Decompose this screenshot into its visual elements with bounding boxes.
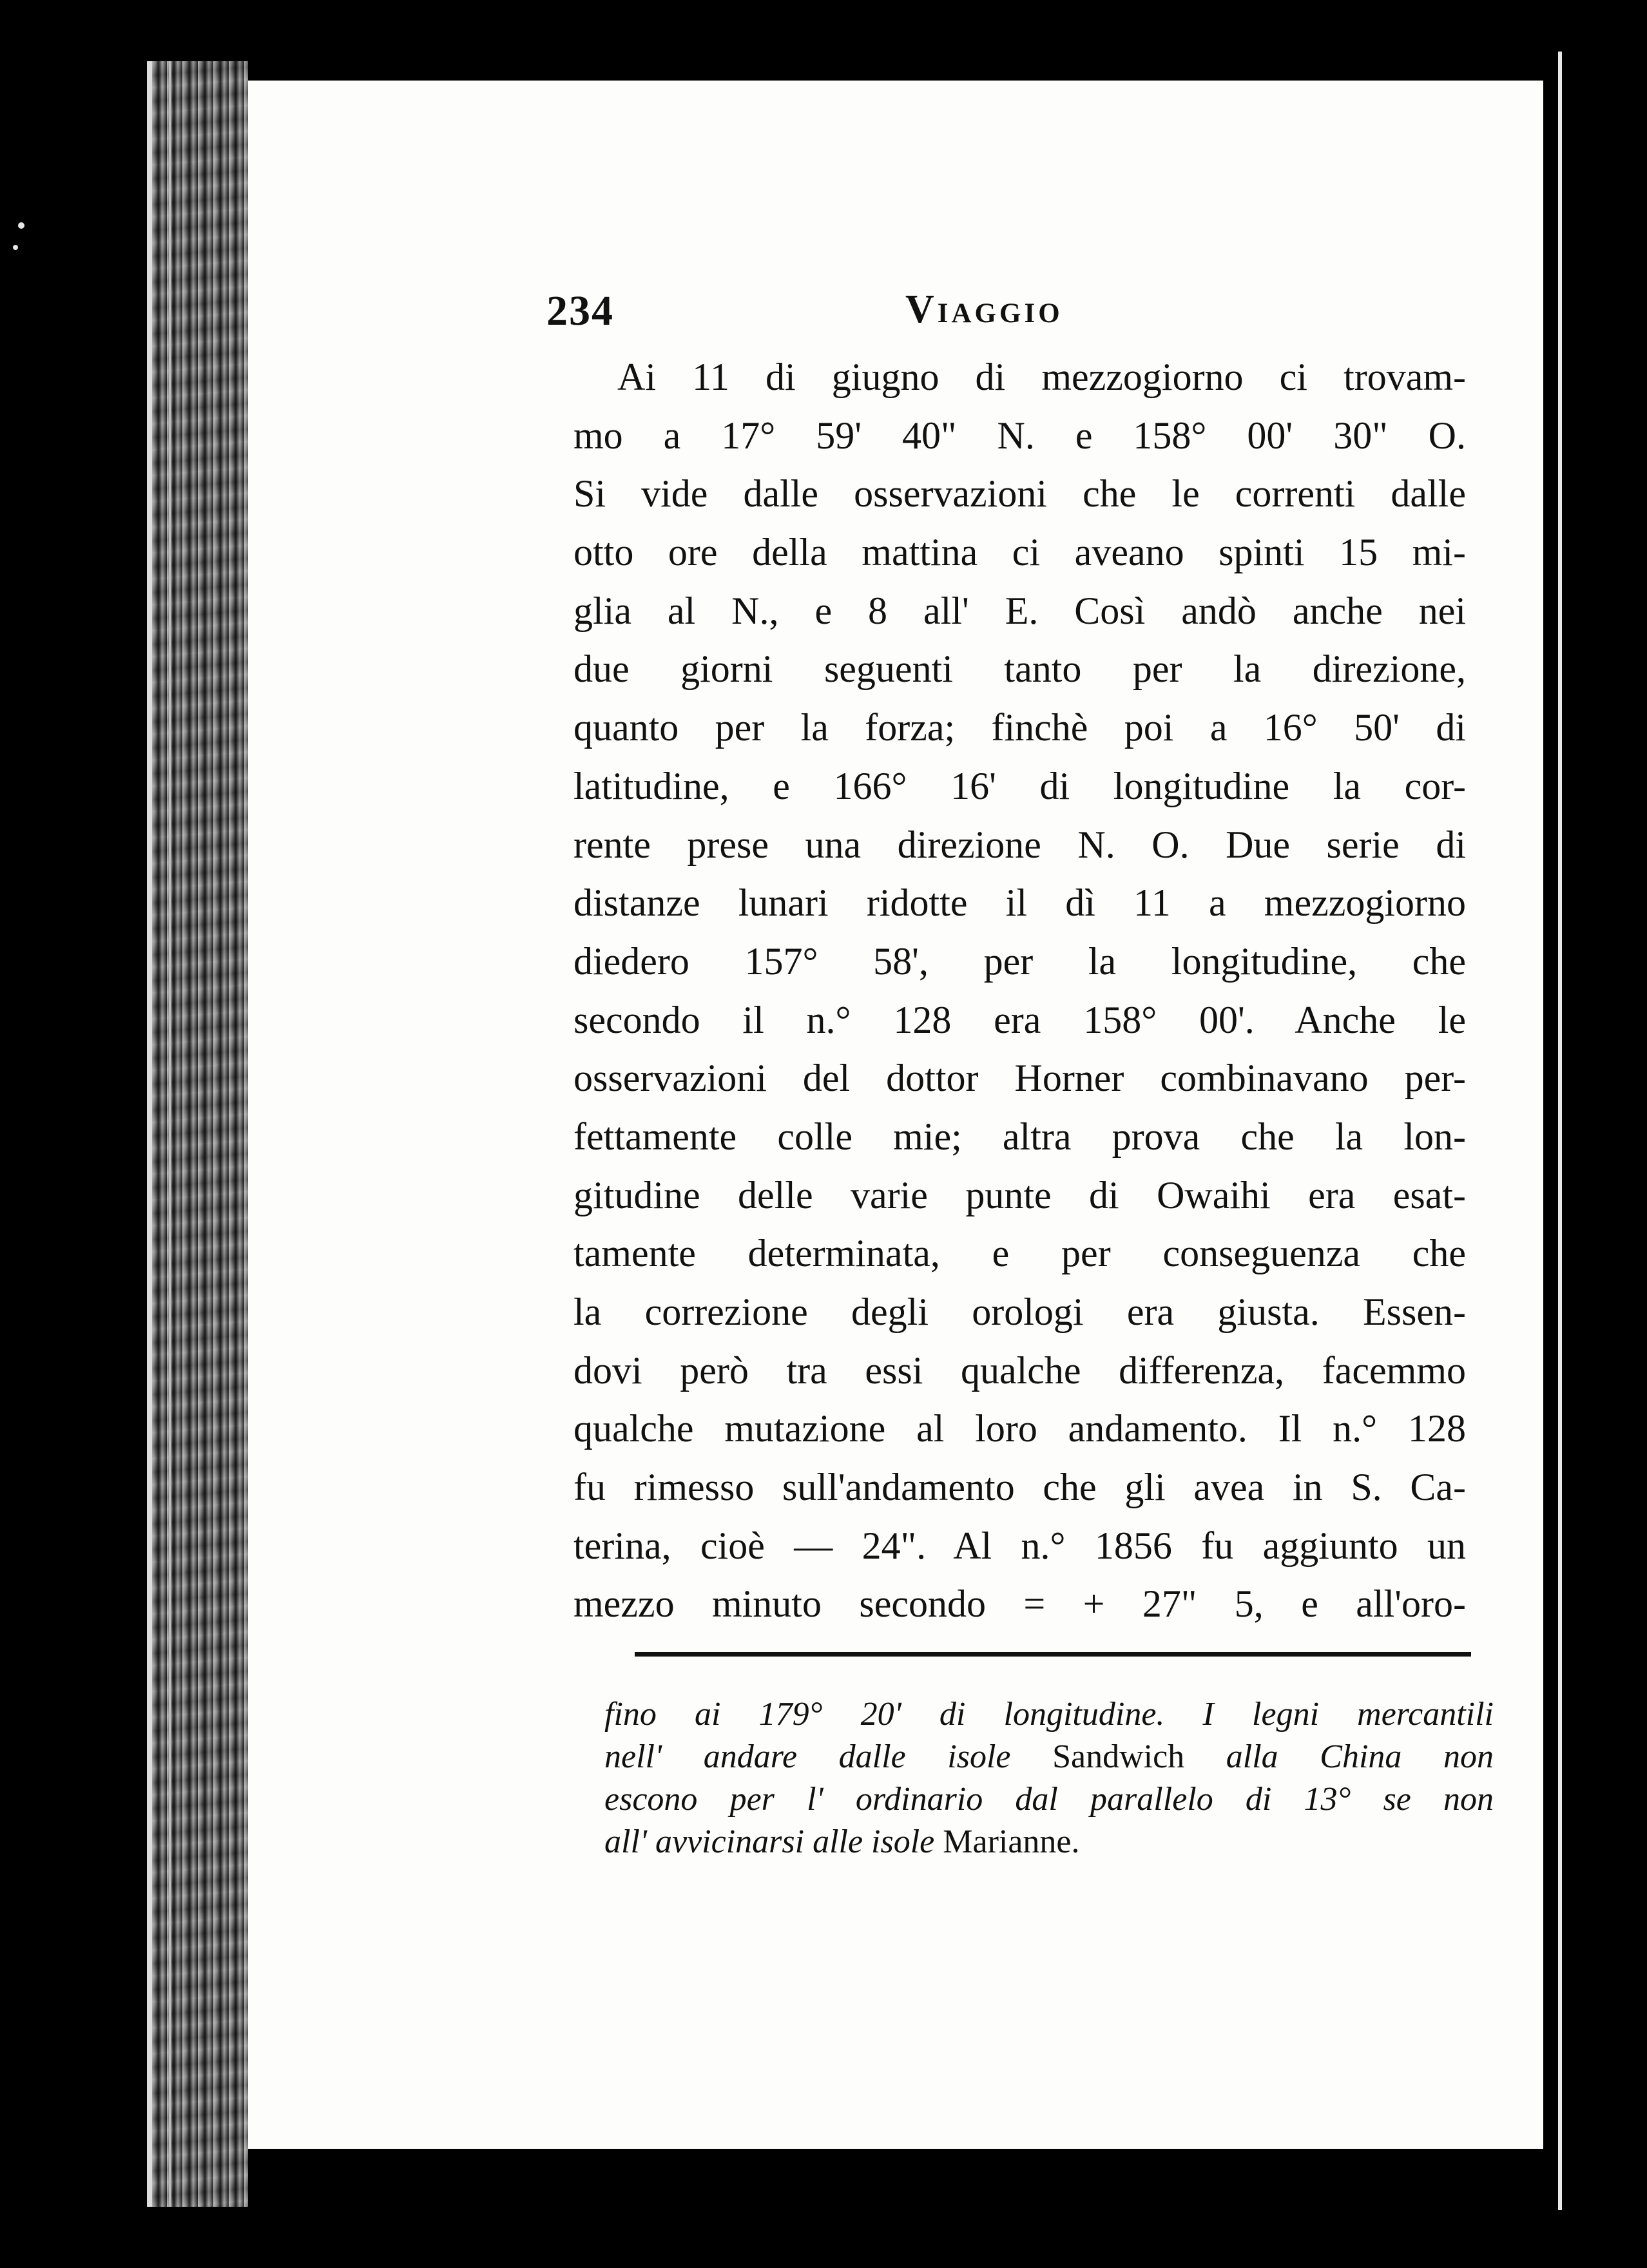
footnote-rule [635, 1652, 1471, 1657]
text-line: dovi però tra essi qualche differenza, facemmo [573, 1349, 1466, 1392]
footnote-line [604, 1736, 1494, 1778]
footnote [604, 1693, 1494, 1863]
footnote-line: fino ai 179° 20' di longitudine. I legni mercantili [604, 1696, 1494, 1733]
body-text [573, 348, 1466, 1633]
text-line: otto ore della mattina ci aveano spinti 15 mi- [573, 531, 1466, 574]
page-number: 234 [546, 287, 614, 334]
text-line: diedero 157° 58', per la longitudine, che [573, 939, 1466, 983]
edge-line [147, 61, 152, 2207]
dust-speck [18, 222, 24, 229]
edge-line [169, 61, 171, 2207]
text-line: Si vide dalle osservazioni che le correnti dalle [573, 472, 1466, 515]
text-line: latitudine, e 166° 16' di longitudine la cor- [573, 764, 1466, 807]
text-line: mo a 17° 59' 40" N. e 158° 00' 30" O. [573, 414, 1466, 457]
text-line: rente prese una direzione N. O. Due serie di [573, 823, 1466, 866]
text-line: mezzo minuto secondo = + 27" 5, e all'oro- [573, 1582, 1466, 1626]
text-line: tamente determinata, e per conseguenza che [573, 1232, 1466, 1275]
text-line: la correzione degli orologi era giusta. Essen- [573, 1291, 1466, 1333]
text-line: distanze lunari ridotte il dì 11 a mezzogiorno [573, 881, 1466, 925]
dust-speck [13, 245, 18, 250]
footnote-place-name: Sandwich [1052, 1738, 1185, 1775]
text-line: due giorni seguenti tanto per la direzione, [573, 648, 1466, 691]
text-line: terina, cioè — 24". Al n.° 1856 fu aggiunto un [573, 1524, 1466, 1567]
text-line: fu rimesso sull'andamento che gli avea in S. Ca- [573, 1466, 1466, 1509]
marbled-book-edge [151, 61, 248, 2207]
footnote-text: alla China non [1184, 1738, 1494, 1775]
text-line: secondo il n.° 128 era 158° 00'. Anche le [573, 998, 1466, 1041]
footnote-text: all' avvicinarsi alle isole [604, 1823, 943, 1860]
footnote-text: nell' andare dalle isole [604, 1738, 1053, 1775]
footnote-line: escono per l' ordinario dal parallelo di 13° se non [604, 1781, 1494, 1818]
right-edge-line [1558, 52, 1562, 2210]
text-line: fettamente colle mie; altra prova che la lon- [573, 1115, 1466, 1158]
text-line: glia al N., e 8 all' E. Così andò anche nei [573, 589, 1466, 632]
text-line: Ai 11 di giugno di mezzogiorno ci trovam- [617, 356, 1466, 398]
footnote-place-name: Marianne. [943, 1823, 1080, 1860]
text-line: qualche mutazione al loro andamento. Il n.° 128 [573, 1407, 1466, 1450]
running-head: Viaggio [905, 287, 1063, 331]
text-line: osservazioni del dottor Horner combinavano per- [573, 1057, 1466, 1100]
text-line: quanto per la forza; finchè poi a 16° 50' di [573, 706, 1466, 749]
footnote-line [604, 1821, 1494, 1863]
text-line: gitudine delle varie punte di Owaihi era esat- [573, 1173, 1466, 1216]
